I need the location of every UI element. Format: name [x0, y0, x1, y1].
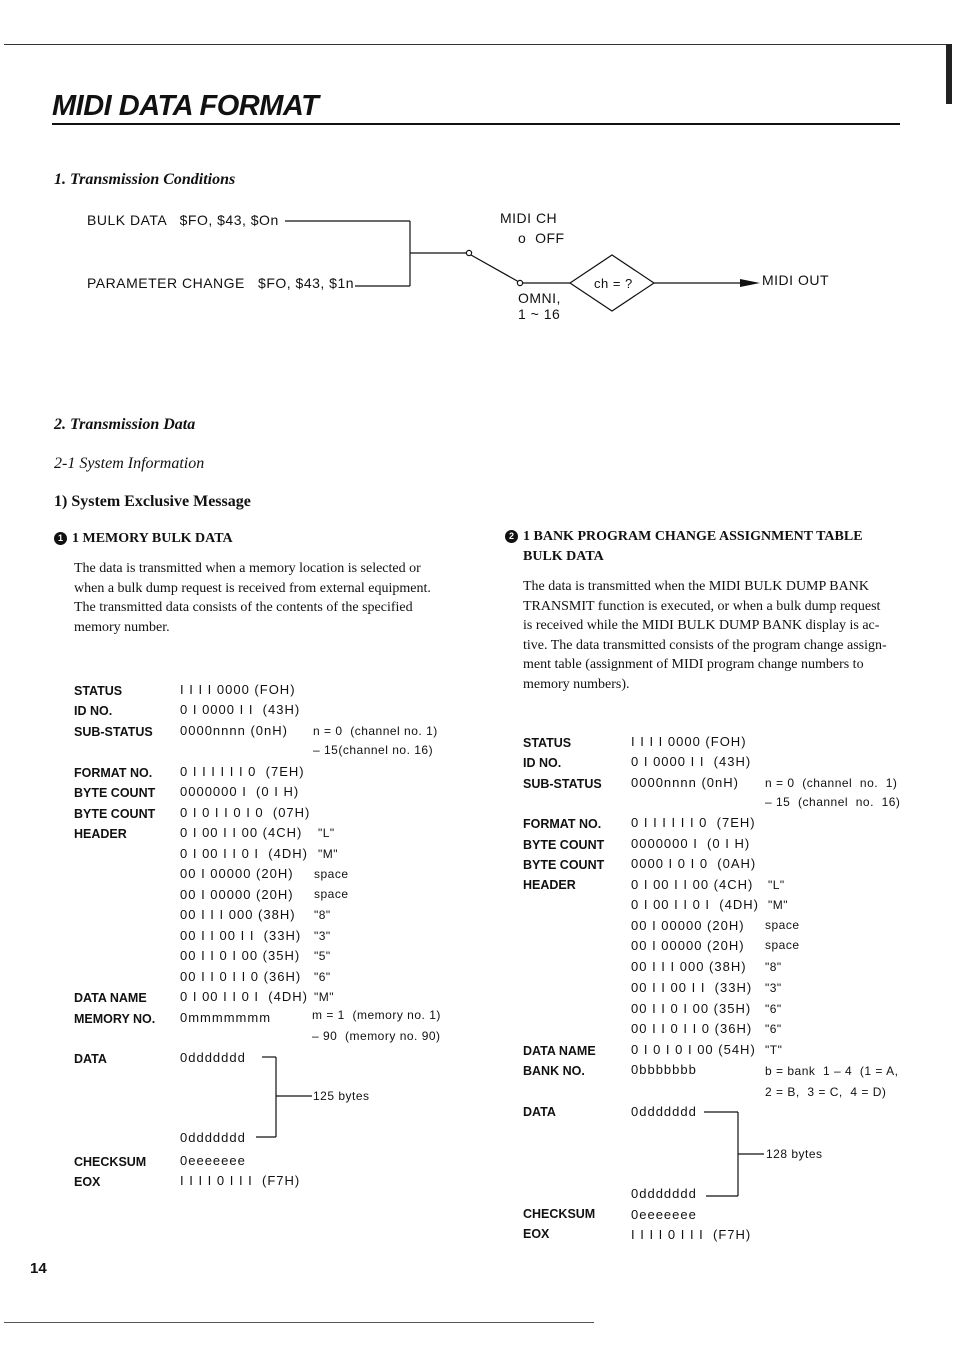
label-format-no: FORMAT NO. [74, 766, 153, 780]
para-line: memory number. [74, 619, 170, 635]
comment-header: "L" [768, 878, 785, 892]
label-sub-status: SUB-STATUS [74, 725, 153, 739]
label-checksum: CHECKSUM [523, 1207, 596, 1221]
value-status: I I I I 0000 (FOH) [631, 734, 747, 749]
midi-ch-label: MIDI CH [500, 210, 558, 226]
value-sub-status: 0000nnnn (0nH) [631, 775, 739, 790]
label-header: HEADER [74, 827, 127, 841]
value-header: 0 I 00 I I 00 (4CH) [180, 825, 303, 840]
value-status: I I I I 0000 (FOH) [180, 682, 296, 697]
value-format-no: 0 I I I I I I 0 (7EH) [631, 815, 756, 830]
para-line: when a bulk dump request is received from external equipment. [74, 580, 431, 596]
subsubsection-heading-sysex: 1) System Exclusive Message [54, 493, 251, 510]
value-header: 00 I I I 000 (38H) [631, 959, 747, 974]
comment-bytes: 125 bytes [313, 1089, 370, 1103]
bank-program-heading-line2: BULK DATA [523, 549, 604, 564]
label-data: DATA [523, 1105, 556, 1119]
comment-data-name: "T" [765, 1043, 783, 1057]
switch-arm [471, 255, 519, 282]
comment-header: "L" [318, 826, 335, 840]
comment-bank-no: b = bank 1 – 4 (1 = A, [765, 1064, 899, 1078]
value-data-last: 0ddddddd [631, 1186, 697, 1201]
value-byte-count: 0 I 0 I I 0 I 0 (07H) [180, 805, 311, 820]
value-data-first: 0ddddddd [180, 1050, 246, 1065]
label-id-no: ID NO. [523, 756, 562, 770]
value-bank-no: 0bbbbbbb [631, 1062, 697, 1077]
bank-program-description [523, 577, 903, 694]
value-header: 00 I 00000 (20H) [180, 887, 294, 902]
para-line: The data is transmitted when the MIDI BULK DUMP BANK [523, 579, 869, 594]
value-checksum: 0eeeeeee [180, 1153, 246, 1168]
transmission-diagram [0, 0, 954, 340]
bulk-data-label: BULK DATA $FO, $43, $On [87, 212, 279, 228]
midi-out-label: MIDI OUT [762, 272, 829, 288]
para-line: The data is transmitted when a memory location is selected or [74, 561, 421, 576]
value-header: 00 I I 00 I I (33H) [631, 980, 753, 995]
comment-header: "M" [318, 847, 339, 861]
value-header: 00 I I I 000 (38H) [180, 907, 296, 922]
value-data-first: 0ddddddd [631, 1104, 697, 1119]
value-id-no: 0 I 0000 I I (43H) [631, 754, 752, 769]
comment-header: "8" [314, 908, 331, 922]
comment-header: "M" [768, 898, 789, 912]
label-format-no: FORMAT NO. [523, 817, 602, 831]
section-heading-transmission-conditions: 1. Transmission Conditions [54, 171, 236, 188]
value-byte-count: 0000000 I (0 I H) [180, 784, 300, 799]
value-sub-status: 0000nnnn (0nH) [180, 723, 288, 738]
label-status: STATUS [74, 684, 123, 698]
comment-sub-status: n = 0 (channel no. 1) [313, 724, 438, 738]
value-header: 0 I 00 I I 0 I (4DH) [180, 846, 308, 861]
label-header: HEADER [523, 878, 576, 892]
memory-bulk-description [74, 559, 454, 637]
ch-question-label: ch = ? [594, 276, 633, 291]
label-checksum: CHECKSUM [74, 1155, 147, 1169]
comment-memory-no: m = 1 (memory no. 1) [312, 1008, 441, 1022]
label-data-name: DATA NAME [74, 991, 147, 1005]
memory-bulk-heading-text: 1 MEMORY BULK DATA [72, 531, 233, 546]
label-byte-count: BYTE COUNT [74, 807, 156, 821]
value-header: 00 I I 0 I I 0 (36H) [631, 1021, 753, 1036]
value-header: 00 I I 0 I 00 (35H) [180, 948, 301, 963]
bottom-rule [4, 1322, 594, 1323]
value-data-last: 0ddddddd [180, 1130, 246, 1145]
label-data-name: DATA NAME [523, 1044, 596, 1058]
value-header: 00 I 00000 (20H) [631, 938, 745, 953]
comment-header: "6" [765, 1022, 782, 1036]
value-header: 00 I I 00 I I (33H) [180, 928, 302, 943]
para-line: TRANSMIT function is executed, or when a bulk dump request [523, 598, 881, 614]
page-title: MIDI DATA FORMAT [52, 90, 319, 122]
value-header: 00 I I 0 I 00 (35H) [631, 1001, 752, 1016]
off-label: o OFF [518, 230, 565, 246]
label-data: DATA [74, 1052, 107, 1066]
comment-sub-status: n = 0 (channel no. 1) [765, 776, 898, 790]
value-byte-count: 0000000 I (0 I H) [631, 836, 751, 851]
para-line: The transmitted data consists of the contents of the specified [74, 600, 413, 615]
comment-header: "3" [765, 981, 782, 995]
bank-program-heading-text: 1 BANK PROGRAM CHANGE ASSIGNMENT TABLE [523, 529, 863, 544]
omni-terminal [517, 280, 522, 285]
comment-bytes: 128 bytes [766, 1147, 823, 1161]
section-heading-transmission-data: 2. Transmission Data [54, 416, 196, 433]
memory-bulk-heading [54, 531, 233, 547]
value-checksum: 0eeeeeee [631, 1207, 697, 1222]
page-number: 14 [30, 1260, 47, 1277]
comment-memory-no: – 90 (memory no. 90) [312, 1029, 441, 1043]
parameter-change-label: PARAMETER CHANGE $FO, $43, $1n [87, 275, 355, 291]
value-header: 0 I 00 I I 0 I (4DH) [631, 897, 759, 912]
value-format-no: 0 I I I I I I 0 (7EH) [180, 764, 305, 779]
range-label: 1 ~ 16 [518, 306, 561, 322]
label-status: STATUS [523, 736, 572, 750]
comment-header: space [314, 887, 349, 901]
value-header: 00 I I 0 I I 0 (36H) [180, 969, 302, 984]
comment-header: "8" [765, 960, 782, 974]
label-memory-no: MEMORY NO. [74, 1012, 156, 1026]
para-line: ment table (assignment of MIDI program change numbers to [523, 657, 864, 672]
comment-data-name: "M" [314, 990, 335, 1004]
off-terminal [466, 250, 471, 255]
comment-header: space [765, 918, 800, 932]
comment-sub-status: – 15(channel no. 16) [313, 743, 434, 757]
comment-header: space [765, 938, 800, 952]
para-line: memory numbers). [523, 676, 630, 692]
label-eox: EOX [523, 1227, 550, 1241]
para-line: is received while the MIDI BULK DUMP BANK display is ac- [523, 618, 880, 633]
comment-header: space [314, 867, 349, 881]
bullet-1-icon: 1 [54, 532, 67, 545]
omni-label: OMNI, [518, 290, 561, 306]
value-id-no: 0 I 0000 I I (43H) [180, 702, 301, 717]
label-eox: EOX [74, 1175, 101, 1189]
para-line: tive. The data transmitted consists of the program change assign- [523, 637, 887, 653]
value-header: 00 I 00000 (20H) [180, 866, 294, 881]
comment-header: "6" [314, 970, 331, 984]
value-byte-count: 0000 I 0 I 0 (0AH) [631, 856, 757, 871]
label-byte-count: BYTE COUNT [74, 786, 156, 800]
comment-sub-status: – 15 (channel no. 16) [765, 795, 901, 809]
label-byte-count: BYTE COUNT [523, 858, 605, 872]
bank-program-heading [505, 529, 863, 545]
label-byte-count: BYTE COUNT [523, 838, 605, 852]
value-header: 0 I 00 I I 00 (4CH) [631, 877, 754, 892]
ch-diamond [570, 255, 654, 311]
value-eox: I I I I 0 I I I (F7H) [631, 1227, 752, 1242]
value-data-name: 0 I 0 I 0 I 00 (54H) [631, 1042, 756, 1057]
value-memory-no: 0mmmmmmm [180, 1010, 272, 1025]
arrow-head [740, 279, 760, 287]
value-eox: I I I I 0 I I I (F7H) [180, 1173, 301, 1188]
bullet-2-icon: 2 [505, 530, 518, 543]
value-data-name: 0 I 00 I I 0 I (4DH) [180, 989, 308, 1004]
label-sub-status: SUB-STATUS [523, 777, 602, 791]
right-data-bracket [0, 1100, 954, 1210]
label-id-no: ID NO. [74, 704, 113, 718]
comment-header: "5" [314, 949, 331, 963]
comment-header: "6" [765, 1002, 782, 1016]
comment-bank-no: 2 = B, 3 = C, 4 = D) [765, 1085, 887, 1099]
label-bank-no: BANK NO. [523, 1064, 585, 1078]
subsection-heading-system-info: 2-1 System Information [54, 455, 205, 472]
value-header: 00 I 00000 (20H) [631, 918, 745, 933]
comment-header: "3" [314, 929, 331, 943]
